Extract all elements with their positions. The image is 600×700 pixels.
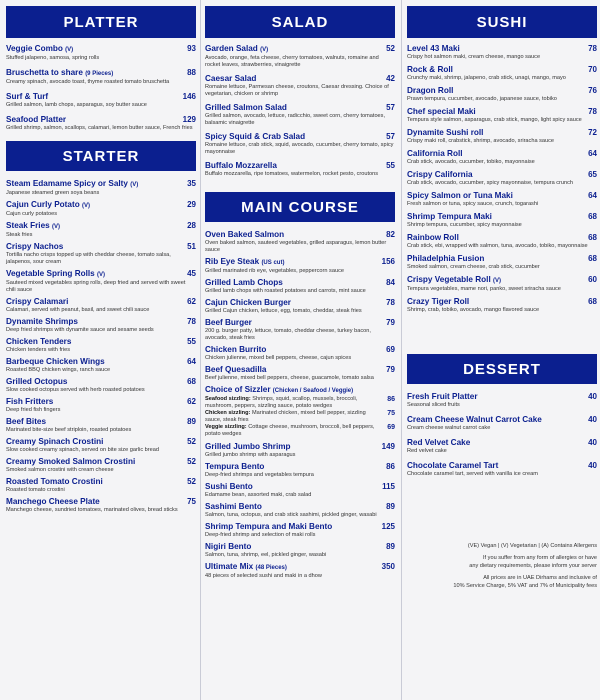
- menu-item: [6, 242, 196, 266]
- option-description: Marinated chicken, mixed bell pepper, sizzling sauce, steak fries: [205, 410, 366, 423]
- menu-item: [205, 74, 395, 98]
- item-name: Fish Fritters: [6, 397, 54, 406]
- main-course-header: MAIN COURSE: [205, 192, 395, 222]
- item-description: Sauteed mixed vegetables spring rolls, deep fried and served with sweet chili sauce: [6, 280, 186, 293]
- item-price: 89: [386, 502, 395, 511]
- menu-item: [205, 132, 395, 156]
- column-divider: [200, 0, 201, 700]
- item-name: Level 43 Maki: [407, 44, 460, 53]
- item-price: 52: [187, 437, 196, 446]
- menu-item: [407, 65, 597, 82]
- item-price: 35: [187, 179, 196, 188]
- item-price: 79: [386, 318, 395, 327]
- option-label: Chicken sizzling:: [205, 410, 251, 416]
- item-tag: (V): [81, 203, 90, 209]
- item-description: Shrimp tempura, cucumber, spicy mayonnaise: [407, 222, 522, 228]
- menu-item: [6, 269, 196, 294]
- item-price: 42: [386, 74, 395, 83]
- sizzler-options: [205, 396, 395, 438]
- menu-item: [6, 68, 196, 86]
- menu-item: [407, 392, 597, 409]
- item-description: Chicken tenders with fries: [6, 347, 71, 353]
- item-name: Garden Salad: [205, 44, 258, 53]
- item-price: 78: [588, 44, 597, 53]
- item-price: 156: [381, 257, 395, 266]
- option-price: 86: [387, 396, 395, 403]
- item-tag: (48 Pieces): [255, 565, 287, 571]
- item-price: 69: [386, 345, 395, 354]
- item-price: 51: [187, 242, 196, 251]
- menu-item: [205, 298, 395, 315]
- item-price: 40: [588, 392, 597, 401]
- menu-item: [205, 462, 395, 479]
- item-price: 129: [182, 115, 196, 124]
- item-price: 84: [386, 278, 395, 287]
- menu-item: [6, 497, 196, 514]
- item-price: 57: [386, 103, 395, 112]
- item-name: Chef special Maki: [407, 107, 476, 116]
- menu-item: [6, 457, 196, 474]
- item-name: Grilled Lamb Chops: [205, 278, 283, 287]
- item-price: 78: [588, 107, 597, 116]
- item-description: Grilled salmon, lamb chops, asparagus, soy butter sauce: [6, 102, 147, 108]
- item-name: Fresh Fruit Platter: [407, 392, 478, 401]
- item-description: Salmon, tuna, shrimp, eel, pickled ginger, wasabi: [205, 552, 327, 558]
- menu-item: [6, 417, 196, 434]
- menu-item: [6, 297, 196, 314]
- item-price: 40: [588, 415, 597, 424]
- menu-item: [6, 377, 196, 394]
- item-name: Crispy Nachos: [6, 242, 64, 251]
- item-tag: (V): [260, 47, 269, 53]
- menu-item: [407, 415, 597, 432]
- main-course-list-2: [205, 442, 395, 580]
- item-description: Grilled Cajun chicken, lettuce, egg, tomato, cheddar, steak fries: [205, 308, 362, 314]
- option-price: 69: [387, 424, 395, 431]
- item-description: Shrimp, crab, tobiko, avocado, mango flavored sauce: [407, 307, 540, 313]
- item-description: Deep-fried shrimp and selection of maki rolls: [205, 532, 316, 538]
- item-name: Oven Baked Salmon: [205, 230, 285, 239]
- item-name: Manchego Cheese Plate: [6, 497, 100, 506]
- starter-list: [6, 179, 196, 514]
- item-name: Sashimi Bento: [205, 502, 262, 511]
- column-divider: [401, 0, 402, 700]
- item-name: Tempura Bento: [205, 462, 265, 471]
- item-description: Crab stick, avocado, cucumber, tobiko, mayonnaise: [407, 159, 535, 165]
- item-description: Steak fries: [6, 232, 33, 238]
- item-price: 149: [381, 442, 395, 451]
- item-name: Grilled Salmon Salad: [205, 103, 287, 112]
- item-price: 68: [588, 233, 597, 242]
- item-name: Grilled Octopus: [6, 377, 68, 386]
- item-name: Chicken Tenders: [6, 337, 72, 346]
- item-tag: (V): [97, 272, 105, 278]
- item-description: Deep-fried shrimps and vegetables tempura: [205, 472, 314, 478]
- menu-item: [6, 221, 196, 239]
- item-name: Spicy Salmon or Tuna Maki: [407, 191, 513, 200]
- item-name: Chocolate Caramel Tart: [407, 461, 499, 470]
- item-name: Shrimp Tempura Maki: [407, 212, 492, 221]
- item-price: 75: [187, 497, 196, 506]
- item-price: 64: [588, 191, 597, 200]
- item-price: 68: [588, 212, 597, 221]
- item-name: Beef Burger: [205, 318, 252, 327]
- item-price: 68: [187, 377, 196, 386]
- option-label: Veggie sizzling:: [205, 424, 247, 430]
- item-tag: (V): [493, 278, 502, 284]
- item-description: Roasted tomato crostini: [6, 487, 65, 493]
- item-name: Bruschetta to share: [6, 68, 83, 77]
- item-description: Tempura style salmon, asparagus, crab stick, mango, light spicy sauce: [407, 117, 582, 123]
- item-description: Smoked salmon, cream cheese, crab stick, cucumber: [407, 264, 540, 270]
- menu-item: [6, 92, 196, 109]
- item-price: 57: [386, 132, 395, 141]
- item-name: Philadelphia Fusion: [407, 254, 485, 263]
- item-price: 68: [588, 297, 597, 306]
- menu-item: [205, 482, 395, 499]
- item-name: Creamy Spinach Crostini: [6, 437, 104, 446]
- item-tag: (V): [51, 224, 60, 230]
- main-course-list: [205, 230, 395, 382]
- item-description: Crunchy maki, shrimp, jalapeno, crab stick, unagi, mango, mayo: [407, 75, 566, 81]
- item-description: Avocado, orange, feta cheese, cherry tomatoes, walnuts, romaine and rocket leaves, strawberries, vinaigrette: [205, 55, 379, 68]
- menu-item: [407, 44, 597, 61]
- platter-header: PLATTER: [6, 6, 196, 38]
- item-description: Slow cooked octopus served with herb roasted potatoes: [6, 387, 145, 393]
- item-name: Sushi Bento: [205, 482, 253, 491]
- item-price: 125: [381, 522, 395, 531]
- item-name: Ultimate Mix: [205, 562, 254, 571]
- item-price: 40: [588, 461, 597, 470]
- starter-header: STARTER: [6, 141, 196, 171]
- item-description: Cream cheese walnut carrot cake: [407, 425, 491, 431]
- item-price: 64: [588, 149, 597, 158]
- item-price: 62: [187, 297, 196, 306]
- item-name: Caesar Salad: [205, 74, 257, 83]
- item-price: 88: [187, 68, 196, 77]
- item-price: 62: [187, 397, 196, 406]
- item-description: Grilled marinated rib eye, vegetables, peppercorn sauce: [205, 268, 344, 274]
- item-description: Buffalo mozzarella, ripe tomatoes, watermelon, rocket pesto, croutons: [205, 171, 379, 177]
- item-name: Veggie Combo: [6, 44, 63, 53]
- item-price: 55: [187, 337, 196, 346]
- item-name: Crispy Vegetable Roll: [407, 275, 491, 284]
- item-price: 89: [187, 417, 196, 426]
- item-description: 48 pieces of selected sushi and maki in a dhow: [205, 573, 322, 579]
- item-description: Grilled salmon, avocado, lettuce, radicchio, sweet corn, cherry tomatoes, balsamic vinaigrette: [205, 113, 386, 126]
- allergy-note-line-2: any dietary requirements, please inform your server: [469, 563, 597, 569]
- item-name: Shrimp Tempura and Maki Bento: [205, 522, 333, 531]
- item-tag: (V): [130, 182, 139, 188]
- menu-item: [407, 170, 597, 187]
- menu-item: [6, 337, 196, 354]
- item-name: Beef Quesadilla: [205, 365, 267, 374]
- item-name: Rock & Roll: [407, 65, 453, 74]
- allergen-legend: (VE) Vegan | (V) Vegetarian | (A) Contains Allergens: [467, 543, 597, 549]
- item-description: Deep fried fish fingers: [6, 407, 61, 413]
- item-name: Dragon Roll: [407, 86, 454, 95]
- item-name: Chicken Burrito: [205, 345, 267, 354]
- item-description: Chocolate caramel tart, served with vanilla ice cream: [407, 471, 538, 477]
- item-tag: (V): [65, 47, 74, 53]
- item-name: California Roll: [407, 149, 463, 158]
- item-description: Stuffed jalapeno, samosa, spring rolls: [6, 55, 100, 61]
- item-description: Grilled jumbo shrimp with asparagus: [205, 452, 296, 458]
- item-name: Roasted Tomato Crostini: [6, 477, 103, 486]
- item-price: 65: [588, 170, 597, 179]
- item-description: Japanese steamed green soya beans: [6, 190, 100, 196]
- menu-item: [6, 179, 196, 197]
- item-description: Oven baked salmon, sauteed vegetables, grilled asparagus, lemon butter sauce: [205, 240, 387, 253]
- item-price: 68: [588, 254, 597, 263]
- sushi-header: SUSHI: [407, 6, 597, 38]
- item-description: Red velvet cake: [407, 448, 447, 454]
- item-description: Deep fried shrimps with dynamite sauce and sesame seeds: [6, 327, 154, 333]
- item-name: Rainbow Roll: [407, 233, 459, 242]
- menu-item: [407, 149, 597, 166]
- item-name: Steak Fries: [6, 221, 50, 230]
- dessert-header: DESSERT: [407, 354, 597, 384]
- option-description: Cottage cheese, mushroom, broccoli, bell peppers, potato wedges: [205, 424, 375, 437]
- menu-item: [407, 275, 597, 293]
- item-price: 40: [588, 438, 597, 447]
- menu-item: [407, 128, 597, 145]
- option-price: 75: [387, 410, 395, 417]
- item-price: 45: [187, 269, 196, 278]
- item-price: 89: [386, 542, 395, 551]
- item-price: 78: [386, 298, 395, 307]
- item-price: 79: [386, 365, 395, 374]
- item-name: Crispy California: [407, 170, 473, 179]
- menu-item: [407, 297, 597, 314]
- menu-item: [407, 438, 597, 455]
- item-tag: (US cut): [261, 260, 285, 266]
- item-description: Romaine lettuce, crab stick, squid, avocado, cucumber, cherry tomato, spicy mayonnaise: [205, 142, 394, 155]
- item-name: Barbeque Chicken Wings: [6, 357, 105, 366]
- price-note-line-2: 10% Service Charge, 5% VAT and 7% of Municipality fees: [453, 583, 597, 589]
- menu-item: [205, 345, 395, 362]
- item-price: 86: [386, 462, 395, 471]
- item-description: Grilled shrimp, salmon, scallops, calamari, lemon butter sauce, French fries: [6, 125, 193, 131]
- item-description: Crab stick, ebi, wrapped with salmon, tuna, avocado, tobiko, mayonnaise: [407, 243, 588, 249]
- menu-item: [205, 230, 395, 254]
- column-middle: [205, 0, 395, 583]
- item-name: Nigiri Bento: [205, 542, 252, 551]
- menu-item: [205, 44, 395, 69]
- sizzler-option: [205, 424, 395, 438]
- menu-item: [6, 477, 196, 494]
- item-name: Steam Edamame Spicy or Salty: [6, 179, 128, 188]
- item-tag: (9 Pieces): [85, 71, 114, 77]
- item-name: Crispy Calamari: [6, 297, 69, 306]
- dessert-list: [407, 392, 597, 478]
- item-description: Cajun curly potatoes: [6, 211, 57, 217]
- menu-item-sizzler: [205, 385, 395, 438]
- item-name: Buffalo Mozzarella: [205, 161, 277, 170]
- menu-item: [407, 86, 597, 103]
- item-description: Seasonal sliced fruits: [407, 402, 460, 408]
- footer-notes: [407, 542, 597, 590]
- item-price: 146: [182, 92, 196, 101]
- menu-item: [205, 257, 395, 275]
- sushi-list: [407, 44, 597, 314]
- platter-list: [6, 44, 196, 132]
- item-price: 76: [588, 86, 597, 95]
- item-description: Romaine lettuce, Parmesan cheese, croutons, Caesar dressing. Choice of vegetarian, chicken or shrimp: [205, 84, 389, 97]
- item-price: 72: [588, 128, 597, 137]
- menu-item: [6, 437, 196, 454]
- item-description: Tempura vegetables, mame nori, panko, sweet sriracha sauce: [407, 286, 561, 292]
- item-name: Dynamite Sushi roll: [407, 128, 484, 137]
- item-description: Chicken julienne, mixed bell peppers, cheese, cajun spices: [205, 355, 352, 361]
- menu-item: [205, 522, 395, 539]
- item-description: Prawn tempura, cucumber, avocado, japanese sauce, tobiko: [407, 96, 557, 102]
- column-right: [407, 0, 597, 590]
- menu-item: [205, 318, 395, 342]
- item-name: Grilled Jumbo Shrimp: [205, 442, 291, 451]
- item-description: Marinated bite-size beef striploin, roasted potatoes: [6, 427, 132, 433]
- item-description: Manchego cheese, sundried tomatoes, marinated olives, bread sticks: [6, 507, 178, 513]
- menu-item: [205, 502, 395, 519]
- menu-item: [205, 562, 395, 580]
- option-label: Seafood sizzling:: [205, 396, 251, 402]
- item-price: 52: [386, 44, 395, 53]
- item-name: Spicy Squid & Crab Salad: [205, 132, 306, 141]
- item-description: Calamari, served with peanut, basil, and sweet chili sauce: [6, 307, 150, 313]
- item-price: 55: [386, 161, 395, 170]
- menu-item: [6, 357, 196, 374]
- item-description: Crab stick, avocado, cucumber, spicy mayonnaise, tempura crunch: [407, 180, 574, 186]
- menu-item: [407, 254, 597, 271]
- item-description: Salmon, tuna, octopus, and crab stick sashimi, pickled ginger, wasabi: [205, 512, 377, 518]
- item-price: 52: [187, 477, 196, 486]
- item-description: Slow cooked creamy spinach, served on bite size garlic bread: [6, 447, 159, 453]
- item-description: Smoked salmon crostini with cream cheese: [6, 467, 114, 473]
- item-price: 82: [386, 230, 395, 239]
- item-description: Grilled lamb chops with roasted potatoes and carrots, mint sauce: [205, 288, 366, 294]
- item-description: Beef julienne, mixed bell peppers, cheese, guacamole, tomato salsa: [205, 375, 374, 381]
- menu-item: [205, 542, 395, 559]
- item-price: 350: [381, 562, 395, 571]
- item-name: Creamy Smoked Salmon Crostini: [6, 457, 136, 466]
- item-price: 93: [187, 44, 196, 53]
- item-description: Crispy hot salmon maki, cream cheese, mango sauce: [407, 54, 541, 60]
- item-price: 70: [588, 65, 597, 74]
- option-description: Shrimps, squid, scallop, mussels, broccoli, mushroom, peppers, sizzling sauce, potato wedges: [205, 396, 358, 409]
- item-description: Edamame bean, assorted maki, crab salad: [205, 492, 312, 498]
- menu-item: [6, 317, 196, 334]
- item-name: Cajun Curly Potato: [6, 200, 80, 209]
- menu-item: [205, 365, 395, 382]
- item-name: Cajun Chicken Burger: [205, 298, 291, 307]
- item-price: 60: [588, 275, 597, 284]
- item-description: 200 g. burger patty, lettuce, tomato, cheddar cheese, turkey bacon, avocado, steak fries: [205, 328, 371, 341]
- item-name: Red Velvet Cake: [407, 438, 471, 447]
- item-name: Cream Cheese Walnut Carrot Cake: [407, 415, 542, 424]
- menu-item: [407, 461, 597, 478]
- item-name: Choice of Sizzler: [205, 385, 271, 394]
- sizzler-option: [205, 410, 395, 424]
- item-name: Seafood Platter: [6, 115, 67, 124]
- item-name: Rib Eye Steak: [205, 257, 260, 266]
- item-name: Dynamite Shrimps: [6, 317, 78, 326]
- menu-item: [407, 107, 597, 124]
- menu-item: [407, 233, 597, 250]
- sizzler-option: [205, 396, 395, 410]
- item-description: Crispy maki roll, crabstick, shrimp, avocado, sriracha sauce: [407, 138, 555, 144]
- item-description: Roasted BBQ chicken wings, ranch sauce: [6, 367, 111, 373]
- salad-list: [205, 44, 395, 178]
- item-description: Tortilla nacho crisps topped up with cheddar cheese, tomato salsa, jalapenos, sour cream: [6, 252, 171, 265]
- item-tag: (Chicken / Seafood / Veggie): [272, 388, 354, 394]
- item-price: 78: [187, 317, 196, 326]
- item-description: Creamy spinach, avocado toast, thyme roasted tomato bruschetta: [6, 79, 170, 85]
- menu-item: [6, 44, 196, 62]
- menu-item: [6, 200, 196, 218]
- menu-item: [205, 103, 395, 127]
- menu-item: [407, 191, 597, 208]
- item-price: 52: [187, 457, 196, 466]
- menu-item: [6, 115, 196, 132]
- menu-item: [407, 212, 597, 229]
- menu-item: [205, 278, 395, 295]
- allergy-note-line-1: If you suffer from any form of allergies or have: [483, 555, 597, 561]
- item-name: Vegetable Spring Rolls: [6, 269, 95, 278]
- item-price: 115: [382, 482, 395, 491]
- item-price: 64: [187, 357, 196, 366]
- menu-item: [6, 397, 196, 414]
- item-description: Fresh salmon or tuna, spicy sauce, crunch, togarashi: [407, 201, 539, 207]
- menu-item: [205, 161, 395, 178]
- salad-header: SALAD: [205, 6, 395, 38]
- item-price: 29: [187, 200, 196, 209]
- item-name: Crazy Tiger Roll: [407, 297, 470, 306]
- menu-item: [205, 442, 395, 459]
- column-left: [6, 0, 196, 517]
- item-name: Surf & Turf: [6, 92, 49, 101]
- item-name: Beef Bites: [6, 417, 47, 426]
- item-price: 28: [187, 221, 196, 230]
- price-note-line-1: All prices are in UAE Dirhams and inclusive of: [483, 575, 597, 581]
